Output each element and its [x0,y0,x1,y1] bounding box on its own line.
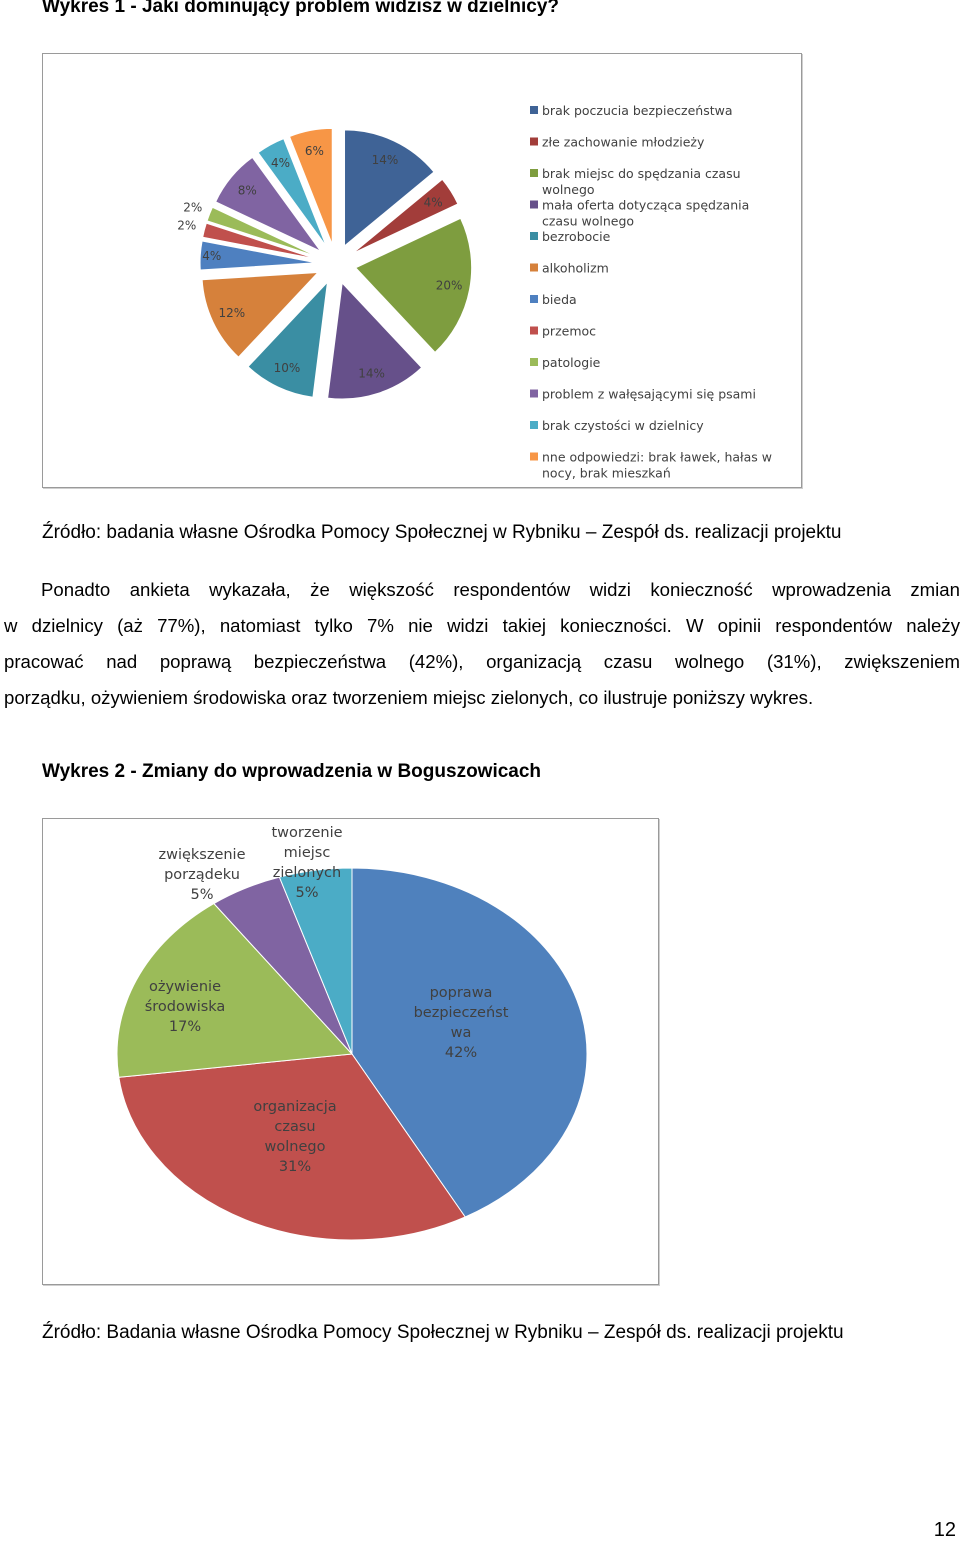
slice-label: wa [450,1025,472,1041]
slice-label: 17% [168,1019,202,1035]
slice-label: 31% [278,1159,312,1175]
paragraph-line: w dzielnicy (aż 77%), natomiast tylko 7% nie widzi takiej konieczności. W opinii respondentów należy [4,615,960,636]
legend-label: problem z wałęsającymi się psami [542,386,756,402]
page-number: 12 [933,1519,956,1541]
chart1-heading: Wykres 1 - Jaki dominujący problem widzisz w dzielnicy? [42,0,560,17]
legend-swatch [530,138,538,146]
legend-swatch [530,201,538,209]
legend-label: nne odpowiedzi: brak ławek, hałas w [542,449,772,465]
slice-label: 2% [183,200,203,215]
legend-label: patologie [542,355,601,370]
legend-label: bezrobocie [542,229,611,244]
slice-label: porządeku [164,867,240,883]
slice-label: czasu [274,1119,316,1135]
slice-label: zielonych [272,865,342,881]
slice-label: 14% [358,366,385,381]
legend-label: nocy, brak mieszkań [542,465,671,481]
legend-swatch [530,421,538,429]
slice-label: 4% [270,156,291,171]
chart2-pie [43,819,658,1284]
legend-label: brak poczucia bezpieczeństwa [542,103,733,118]
slice-label: 8% [237,183,257,198]
chart2-source: Źródło: Badania własne Ośrodka Pomocy Społecznej w Rybniku – Zespół ds. realizacji projektu [42,1322,844,1343]
legend-swatch [530,264,538,272]
legend-label: mała oferta dotycząca spędzania [542,197,750,213]
chart1-frame [42,53,802,488]
slice-label: 4% [202,249,222,264]
chart1-source: Źródło: badania własne Ośrodka Pomocy Społecznej w Rybniku – Zespół ds. realizacji projektu [42,522,842,543]
legend-swatch [530,453,538,461]
paragraph-line: Ponadto ankieta wykazała, że większość respondentów widzi konieczność wprowadzenia zmian [41,579,960,600]
legend-label: przemoc [542,323,597,339]
slice-label: 5% [295,885,319,901]
legend-swatch [530,390,538,398]
legend-swatch [530,169,538,177]
legend-swatch [530,295,538,303]
paragraph-line: pracować nad poprawą bezpieczeństwa (42%), organizacją czasu wolnego (31%), zwiększeniem [4,651,960,672]
slice-label: ożywienie [148,979,222,995]
slice-label: 12% [218,306,246,320]
legend-swatch [530,232,538,240]
legend-label: bieda [542,292,577,307]
legend-swatch [530,327,538,335]
slice-label: 5% [190,887,214,903]
chart1-pie [43,54,801,487]
slice-label: poprawa [429,985,493,1001]
slice-label: 14% [371,152,399,167]
slice-label: zwiększenie [158,847,246,863]
slice-label: wolnego [264,1139,326,1155]
slice-label: środowiska [144,999,226,1015]
slice-label: tworzenie [271,825,343,841]
chart2-heading: Wykres 2 - Zmiany do wprowadzenia w Boguszowicach [42,761,542,782]
legend-label: alkoholizm [542,260,609,276]
paragraph-line: porządku, ożywieniem środowiska oraz tworzeniem miejsc zielonych, co ilustruje poniższy wykres. [4,687,814,708]
legend-swatch [530,358,538,366]
legend-label: czasu wolnego [542,213,635,229]
slice-label: 4% [423,195,443,210]
slice-label: 2% [177,218,197,233]
slice-label: organizacja [253,1099,337,1115]
slice-label: 6% [304,143,324,158]
slice-label: 42% [444,1045,478,1061]
slice-label: bezpieczeńst [413,1005,509,1021]
slice-label: 20% [435,278,463,293]
legend-label: złe zachowanie młodzieży [542,134,705,150]
legend-swatch [530,106,538,114]
legend-label: wolnego [542,182,595,197]
body-paragraph [4,572,960,716]
slice-label: 10% [273,361,301,376]
chart2-frame [42,818,659,1285]
slice-label: miejsc [283,845,331,861]
legend-label: brak czystości w dzielnicy [542,418,704,433]
legend-label: brak miejsc do spędzania czasu [542,166,741,181]
